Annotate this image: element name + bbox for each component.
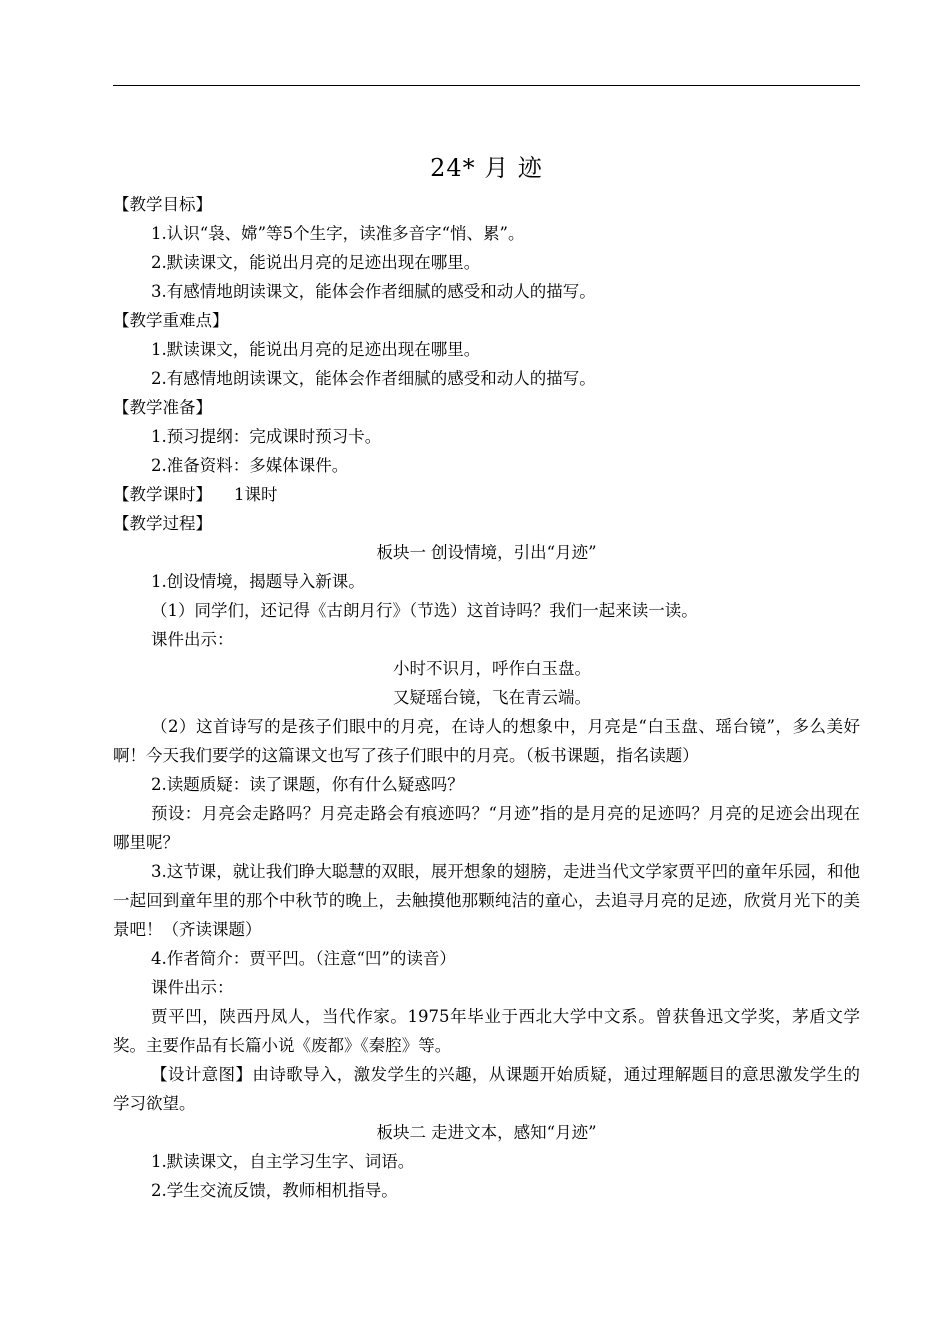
block2-step2: 2.学生交流反馈，教师相机指导。 [151,1181,398,1200]
preparation-item-2: 2.准备资料：多媒体课件。 [151,456,349,475]
block1-step4: 4.作者简介：贾平凹。（注意“凹”的读音） [151,949,456,968]
block1-preset: 预设：月亮会走路吗？月亮走路会有痕迹吗？“月迹”指的是月亮的足迹吗？月亮的足迹会出现在哪里呢？ [113,804,860,852]
preparation-item-1: 1.预习提纲：完成课时预习卡。 [151,427,382,446]
block1-sub1: （1）同学们，还记得《古朗月行》（节选）这首诗吗？我们一起来读一读。 [151,601,698,620]
design-intent: 【设计意图】由诗歌导入，激发学生的兴趣，从课题开始质疑，通过理解题目的意思激发学生的学习欲望。 [113,1065,860,1113]
keypoint-item-2: 2.有感情地朗读课文，能体会作者细腻的感受和动人的描写。 [151,369,596,388]
lesson-title: 24* 月 迹 [430,154,543,182]
block1-sub2: （2）这首诗写的是孩子们眼中的月亮，在诗人的想象中，月亮是“白玉盘、瑶台镜”，多么美好啊！今天我们要学的这篇课文也写了孩子们眼中的月亮。（板书课题，指名读题） [113,717,860,765]
block2-title: 板块二 走进文本，感知“月迹” [376,1123,597,1142]
block1-step3: 3.这节课，就让我们睁大聪慧的双眼，展开想象的翅膀，走进当代文学家贾平凹的童年乐园，和他一起回到童年里的那个中秋节的晚上，去触摸他那颗纯洁的童心，去追寻月亮的足迹，欣赏月光下的美景吧！（齐读课题） [113,862,860,939]
hours-row [113,480,860,509]
process-heading: 【教学过程】 [113,514,212,533]
poem-line-1: 小时不识月，呼作白玉盘。 [393,659,591,678]
block2-step1: 1.默读课文，自主学习生字、词语。 [151,1152,415,1171]
lesson-plan-document [113,148,860,1205]
goal-item-3: 3.有感情地朗读课文，能体会作者细腻的感受和动人的描写。 [151,282,596,301]
preparation-heading: 【教学准备】 [113,398,212,417]
block1-show2: 课件出示： [151,978,234,997]
hours-value: 1课时 [234,485,278,504]
goal-item-2: 2.默读课文，能说出月亮的足迹出现在哪里。 [151,253,481,272]
block1-title: 板块一 创设情境，引出“月迹” [376,543,597,562]
author-bio: 贾平凹，陕西丹凤人，当代作家。1975年毕业于西北大学中文系。曾获鲁迅文学奖，茅盾文学奖。主要作品有长篇小说《废都》《秦腔》等。 [113,1007,860,1055]
goals-heading: 【教学目标】 [113,195,212,214]
keypoints-heading: 【教学重难点】 [113,311,229,330]
block1-show1: 课件出示： [151,630,234,649]
header-rule [113,85,860,86]
goal-item-1: 1.认识“袅、嫦”等5个生字，读准多音字“悄、累”。 [151,224,525,243]
block1-step1: 1.创设情境，揭题导入新课。 [151,572,365,591]
keypoint-item-1: 1.默读课文，能说出月亮的足迹出现在哪里。 [151,340,481,359]
block1-step2: 2.读题质疑：读了课题，你有什么疑惑吗？ [151,775,464,794]
poem-line-2: 又疑瑶台镜，飞在青云端。 [393,688,591,707]
hours-heading: 【教学课时】 [113,485,212,504]
